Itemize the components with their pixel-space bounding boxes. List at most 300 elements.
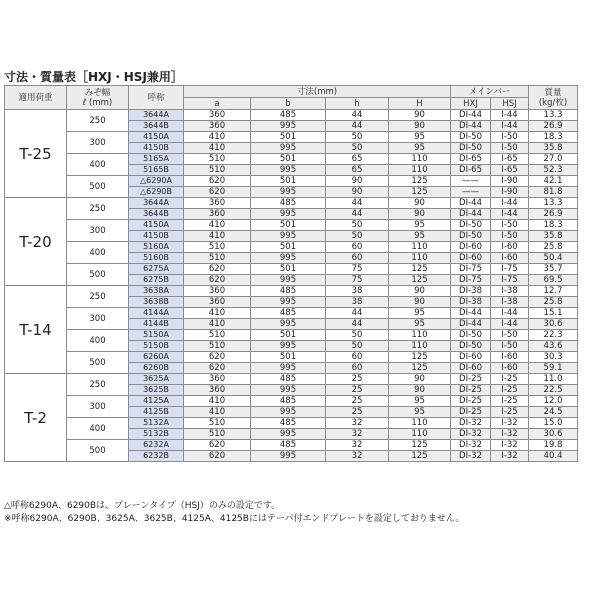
dim-h-cell: 60	[326, 352, 389, 363]
hxj-cell: DI-75	[451, 264, 491, 275]
load-cell: T-14	[5, 286, 67, 374]
dim-b-cell: 995	[251, 143, 326, 154]
name-cell: 5165B	[129, 165, 184, 176]
dim-h-cell: 32	[326, 429, 389, 440]
dim-h-cell: 75	[326, 275, 389, 286]
hxj-cell: DI-32	[451, 451, 491, 462]
header-a: a	[184, 98, 251, 110]
dim-a-cell: 360	[184, 374, 251, 385]
dim-H-cell: 90	[389, 297, 451, 308]
hsj-cell: I-75	[491, 275, 529, 286]
name-cell: 6232A	[129, 440, 184, 451]
hxj-cell: DI-50	[451, 341, 491, 352]
width-cell: 250	[67, 286, 129, 308]
hxj-cell: DI-38	[451, 297, 491, 308]
dim-h-cell: 50	[326, 330, 389, 341]
name-cell: 3644B	[129, 209, 184, 220]
hsj-cell: I-32	[491, 451, 529, 462]
dim-H-cell: 90	[389, 385, 451, 396]
mass-cell: 18.3	[529, 132, 578, 143]
hxj-cell: DI-44	[451, 121, 491, 132]
table-row	[5, 110, 578, 121]
dim-H-cell: 110	[389, 242, 451, 253]
hsj-cell: I-32	[491, 418, 529, 429]
header-b: b	[251, 98, 326, 110]
dim-H-cell: 125	[389, 264, 451, 275]
hsj-cell: I-32	[491, 440, 529, 451]
dim-a-cell: 510	[184, 341, 251, 352]
dim-h-cell: 44	[326, 308, 389, 319]
table-body	[5, 110, 578, 462]
name-cell: 6232B	[129, 451, 184, 462]
header-hsj: HSJ	[491, 98, 529, 110]
name-cell: 3638B	[129, 297, 184, 308]
dim-h-cell: 90	[326, 176, 389, 187]
load-cell: T-20	[5, 198, 67, 286]
dim-b-cell: 995	[251, 231, 326, 242]
dim-h-cell: 25	[326, 396, 389, 407]
width-cell: 300	[67, 396, 129, 418]
dim-b-cell: 995	[251, 165, 326, 176]
dim-H-cell: 95	[389, 143, 451, 154]
header-load: 適用荷重	[5, 86, 67, 110]
dim-b-cell: 501	[251, 220, 326, 231]
mass-cell: 18.3	[529, 220, 578, 231]
dim-b-cell: 995	[251, 121, 326, 132]
name-cell: △6290B	[129, 187, 184, 198]
hxj-cell: DI-60	[451, 253, 491, 264]
hsj-cell: I-44	[491, 308, 529, 319]
dim-b-cell: 485	[251, 198, 326, 209]
hxj-cell: DI-60	[451, 363, 491, 374]
hxj-cell: DI-32	[451, 429, 491, 440]
dim-a-cell: 510	[184, 165, 251, 176]
mass-cell: 35.7	[529, 264, 578, 275]
header-H: H	[389, 98, 451, 110]
dim-H-cell: 110	[389, 429, 451, 440]
dim-a-cell: 510	[184, 242, 251, 253]
dim-a-cell: 620	[184, 264, 251, 275]
dim-a-cell: 410	[184, 132, 251, 143]
mass-cell: 35.8	[529, 231, 578, 242]
hxj-cell: DI-32	[451, 440, 491, 451]
dim-H-cell: 125	[389, 352, 451, 363]
dim-h-cell: 25	[326, 407, 389, 418]
dim-H-cell: 125	[389, 176, 451, 187]
name-cell: 4150A	[129, 132, 184, 143]
name-cell: 4150A	[129, 220, 184, 231]
hxj-cell: DI-50	[451, 231, 491, 242]
dim-b-cell: 995	[251, 319, 326, 330]
dim-b-cell: 485	[251, 440, 326, 451]
dim-a-cell: 620	[184, 363, 251, 374]
width-cell: 300	[67, 220, 129, 242]
mass-cell: 13.3	[529, 110, 578, 121]
name-cell: 5132B	[129, 429, 184, 440]
hsj-cell: I-38	[491, 297, 529, 308]
dim-b-cell: 501	[251, 176, 326, 187]
mass-cell: 22.3	[529, 330, 578, 341]
dim-H-cell: 125	[389, 451, 451, 462]
hsj-cell: I-50	[491, 220, 529, 231]
table-row	[5, 374, 578, 385]
note-1: △呼称6290A、6290Bは、プレーンタイプ（HSJ）のみの設定です。	[4, 501, 281, 511]
mass-cell: 81.8	[529, 187, 578, 198]
dim-a-cell: 410	[184, 143, 251, 154]
spec-table	[4, 85, 578, 462]
hxj-cell: DI-38	[451, 286, 491, 297]
name-cell: 3644A	[129, 198, 184, 209]
dim-b-cell: 995	[251, 253, 326, 264]
dim-a-cell: 620	[184, 352, 251, 363]
hsj-cell: I-50	[491, 330, 529, 341]
dim-b-cell: 995	[251, 363, 326, 374]
mass-cell: 19.8	[529, 440, 578, 451]
hxj-cell: DI-44	[451, 198, 491, 209]
dim-H-cell: 125	[389, 275, 451, 286]
hxj-cell: DI-25	[451, 374, 491, 385]
dim-H-cell: 90	[389, 286, 451, 297]
dim-a-cell: 510	[184, 418, 251, 429]
dim-b-cell: 995	[251, 297, 326, 308]
hsj-cell: I-60	[491, 363, 529, 374]
load-cell: T-2	[5, 374, 67, 462]
mass-cell: 50.4	[529, 253, 578, 264]
dim-h-cell: 50	[326, 220, 389, 231]
dim-h-cell: 60	[326, 242, 389, 253]
name-cell: 6275A	[129, 264, 184, 275]
hsj-cell: I-60	[491, 242, 529, 253]
mass-cell: 35.8	[529, 143, 578, 154]
dim-b-cell: 485	[251, 418, 326, 429]
name-cell: 4144A	[129, 308, 184, 319]
name-cell: 3644A	[129, 110, 184, 121]
hsj-cell: I-65	[491, 154, 529, 165]
dim-h-cell: 65	[326, 165, 389, 176]
hsj-cell: I-50	[491, 143, 529, 154]
mass-cell: 25.8	[529, 242, 578, 253]
notes	[4, 500, 464, 526]
dim-a-cell: 620	[184, 275, 251, 286]
name-cell: 4150B	[129, 231, 184, 242]
load-cell: T-25	[5, 110, 67, 198]
table-title: 寸法・質量表［HXJ・HSJ兼用］	[4, 70, 183, 84]
mass-cell: 13.3	[529, 198, 578, 209]
dim-h-cell: 90	[326, 187, 389, 198]
hxj-cell: DI-60	[451, 352, 491, 363]
table-row	[5, 286, 578, 297]
header-dims: 寸法(mm)	[184, 86, 451, 98]
mass-cell: 15.1	[529, 308, 578, 319]
dim-h-cell: 25	[326, 385, 389, 396]
mass-cell: 30.6	[529, 429, 578, 440]
dim-a-cell: 410	[184, 319, 251, 330]
hxj-cell: DI-25	[451, 385, 491, 396]
dim-h-cell: 44	[326, 110, 389, 121]
name-cell: 4144B	[129, 319, 184, 330]
dim-H-cell: 125	[389, 187, 451, 198]
table-row	[5, 440, 578, 451]
dim-H-cell: 110	[389, 418, 451, 429]
table-row	[5, 396, 578, 407]
width-cell: 500	[67, 176, 129, 198]
hsj-cell: I-65	[491, 165, 529, 176]
mass-cell: 42.1	[529, 176, 578, 187]
width-cell: 400	[67, 154, 129, 176]
dim-h-cell: 32	[326, 440, 389, 451]
dim-H-cell: 125	[389, 363, 451, 374]
table-row	[5, 198, 578, 209]
mass-cell: 24.5	[529, 407, 578, 418]
dim-H-cell: 110	[389, 165, 451, 176]
hsj-cell: I-38	[491, 286, 529, 297]
table-row	[5, 176, 578, 187]
hxj-cell: DI-44	[451, 110, 491, 121]
mass-cell: 25.8	[529, 297, 578, 308]
width-cell: 300	[67, 132, 129, 154]
dim-h-cell: 60	[326, 363, 389, 374]
hsj-cell: I-50	[491, 132, 529, 143]
hxj-cell: DI-50	[451, 220, 491, 231]
mass-cell: 69.5	[529, 275, 578, 286]
hsj-cell: I-32	[491, 429, 529, 440]
dim-b-cell: 501	[251, 330, 326, 341]
dim-a-cell: 360	[184, 121, 251, 132]
dim-a-cell: 510	[184, 429, 251, 440]
name-cell: 4125A	[129, 396, 184, 407]
dim-H-cell: 95	[389, 132, 451, 143]
width-cell: 250	[67, 198, 129, 220]
dim-H-cell: 90	[389, 110, 451, 121]
mass-cell: 12.7	[529, 286, 578, 297]
dim-h-cell: 38	[326, 297, 389, 308]
dim-b-cell: 995	[251, 341, 326, 352]
dim-H-cell: 95	[389, 308, 451, 319]
dim-a-cell: 360	[184, 198, 251, 209]
dim-h-cell: 44	[326, 319, 389, 330]
width-cell: 500	[67, 440, 129, 462]
hsj-cell: I-90	[491, 187, 529, 198]
width-cell: 500	[67, 264, 129, 286]
table-row	[5, 132, 578, 143]
name-cell: 5150A	[129, 330, 184, 341]
table-row	[5, 418, 578, 429]
dim-h-cell: 65	[326, 154, 389, 165]
dim-a-cell: 510	[184, 253, 251, 264]
mass-cell: 12.0	[529, 396, 578, 407]
mass-cell: 30.6	[529, 319, 578, 330]
mass-cell: 11.0	[529, 374, 578, 385]
dim-b-cell: 995	[251, 187, 326, 198]
hsj-cell: I-90	[491, 176, 529, 187]
dim-b-cell: 501	[251, 264, 326, 275]
dim-h-cell: 50	[326, 231, 389, 242]
mass-cell: 59.1	[529, 363, 578, 374]
dim-b-cell: 501	[251, 242, 326, 253]
dim-a-cell: 360	[184, 385, 251, 396]
dim-a-cell: 410	[184, 220, 251, 231]
width-cell: 250	[67, 110, 129, 132]
table-row	[5, 308, 578, 319]
hxj-cell: DI-60	[451, 242, 491, 253]
header-mass-line2: (kg/枚)	[538, 97, 568, 108]
dim-b-cell: 501	[251, 154, 326, 165]
mass-cell: 30.3	[529, 352, 578, 363]
dim-H-cell: 90	[389, 374, 451, 385]
width-cell: 400	[67, 330, 129, 352]
hxj-cell: DI-44	[451, 319, 491, 330]
name-cell: 5160B	[129, 253, 184, 264]
mass-cell: 40.4	[529, 451, 578, 462]
name-cell: 5165A	[129, 154, 184, 165]
mass-cell: 26.9	[529, 209, 578, 220]
dim-H-cell: 110	[389, 341, 451, 352]
dim-a-cell: 410	[184, 308, 251, 319]
hxj-cell: DI-50	[451, 132, 491, 143]
dim-h-cell: 50	[326, 341, 389, 352]
dim-H-cell: 90	[389, 209, 451, 220]
dim-h-cell: 44	[326, 121, 389, 132]
hxj-cell: DI-44	[451, 308, 491, 319]
header-mass-line1: 質量	[544, 87, 562, 98]
header-h: h	[326, 98, 389, 110]
table-row	[5, 264, 578, 275]
dim-H-cell: 90	[389, 121, 451, 132]
dim-h-cell: 44	[326, 198, 389, 209]
header-width-line1: みぞ幅	[84, 87, 111, 98]
name-cell: △6290A	[129, 176, 184, 187]
dim-a-cell: 620	[184, 451, 251, 462]
name-cell: 5160A	[129, 242, 184, 253]
name-cell: 5132A	[129, 418, 184, 429]
dim-H-cell: 110	[389, 330, 451, 341]
dim-b-cell: 485	[251, 110, 326, 121]
header-mainbar: メインバー	[451, 86, 529, 98]
dim-a-cell: 620	[184, 440, 251, 451]
dim-h-cell: 44	[326, 209, 389, 220]
dim-b-cell: 485	[251, 396, 326, 407]
mass-cell: 52.3	[529, 165, 578, 176]
name-cell: 6275B	[129, 275, 184, 286]
dim-h-cell: 38	[326, 286, 389, 297]
width-cell: 250	[67, 374, 129, 396]
name-cell: 3625B	[129, 385, 184, 396]
dim-h-cell: 25	[326, 374, 389, 385]
dim-a-cell: 410	[184, 231, 251, 242]
dim-b-cell: 501	[251, 132, 326, 143]
hsj-cell: I-60	[491, 253, 529, 264]
hxj-cell: DI-25	[451, 407, 491, 418]
hsj-cell: I-25	[491, 407, 529, 418]
header-name: 呼称	[129, 86, 184, 110]
hsj-cell: I-60	[491, 352, 529, 363]
name-cell: 5150B	[129, 341, 184, 352]
name-cell: 3644B	[129, 121, 184, 132]
dim-b-cell: 485	[251, 374, 326, 385]
dim-b-cell: 485	[251, 308, 326, 319]
hsj-cell: I-44	[491, 110, 529, 121]
dim-H-cell: 90	[389, 198, 451, 209]
hxj-cell: DI-50	[451, 143, 491, 154]
width-cell: 400	[67, 418, 129, 440]
mass-cell: 15.0	[529, 418, 578, 429]
dim-a-cell: 620	[184, 187, 251, 198]
dim-b-cell: 485	[251, 286, 326, 297]
dim-h-cell: 60	[326, 253, 389, 264]
name-cell: 3638A	[129, 286, 184, 297]
dim-h-cell: 50	[326, 132, 389, 143]
header-hxj: HXJ	[451, 98, 491, 110]
dim-a-cell: 360	[184, 286, 251, 297]
dim-b-cell: 995	[251, 209, 326, 220]
dim-H-cell: 95	[389, 319, 451, 330]
hxj-cell: DI-65	[451, 165, 491, 176]
name-cell: 6260A	[129, 352, 184, 363]
hxj-cell: ——	[451, 187, 491, 198]
dim-a-cell: 510	[184, 330, 251, 341]
dim-h-cell: 32	[326, 451, 389, 462]
hsj-cell: I-44	[491, 198, 529, 209]
hsj-cell: I-50	[491, 231, 529, 242]
header-mass	[529, 86, 578, 110]
dim-a-cell: 510	[184, 154, 251, 165]
dim-H-cell: 95	[389, 231, 451, 242]
hxj-cell: DI-32	[451, 418, 491, 429]
dim-a-cell: 360	[184, 297, 251, 308]
dim-h-cell: 50	[326, 143, 389, 154]
hsj-cell: I-44	[491, 319, 529, 330]
mass-cell: 26.9	[529, 121, 578, 132]
dim-b-cell: 995	[251, 385, 326, 396]
name-cell: 4125B	[129, 407, 184, 418]
dim-a-cell: 410	[184, 407, 251, 418]
hxj-cell: DI-75	[451, 275, 491, 286]
table-row	[5, 220, 578, 231]
hxj-cell: ——	[451, 176, 491, 187]
dim-H-cell: 110	[389, 154, 451, 165]
hsj-cell: I-25	[491, 374, 529, 385]
dim-a-cell: 360	[184, 110, 251, 121]
dim-a-cell: 360	[184, 209, 251, 220]
width-cell: 300	[67, 308, 129, 330]
hxj-cell: DI-44	[451, 209, 491, 220]
dim-b-cell: 995	[251, 429, 326, 440]
dim-h-cell: 32	[326, 418, 389, 429]
dim-a-cell: 410	[184, 396, 251, 407]
dim-H-cell: 95	[389, 396, 451, 407]
note-2: ※呼称6290A、6290B、3625A、3625B、4125A、4125Bにはテーパ付エンドプレートを設定しておりません。	[4, 514, 465, 524]
hxj-cell: DI-65	[451, 154, 491, 165]
dim-b-cell: 995	[251, 451, 326, 462]
mass-cell: 27.0	[529, 154, 578, 165]
table-row	[5, 154, 578, 165]
table-row	[5, 330, 578, 341]
hxj-cell: DI-50	[451, 330, 491, 341]
hsj-cell: I-44	[491, 209, 529, 220]
dim-b-cell: 995	[251, 407, 326, 418]
hsj-cell: I-25	[491, 396, 529, 407]
header-width-line2: ℓ (mm)	[82, 97, 113, 108]
dim-H-cell: 125	[389, 440, 451, 451]
dim-H-cell: 95	[389, 407, 451, 418]
dim-h-cell: 75	[326, 264, 389, 275]
dim-b-cell: 501	[251, 352, 326, 363]
dim-H-cell: 110	[389, 253, 451, 264]
hsj-cell: I-50	[491, 341, 529, 352]
name-cell: 6260B	[129, 363, 184, 374]
name-cell: 4150B	[129, 143, 184, 154]
width-cell: 400	[67, 242, 129, 264]
